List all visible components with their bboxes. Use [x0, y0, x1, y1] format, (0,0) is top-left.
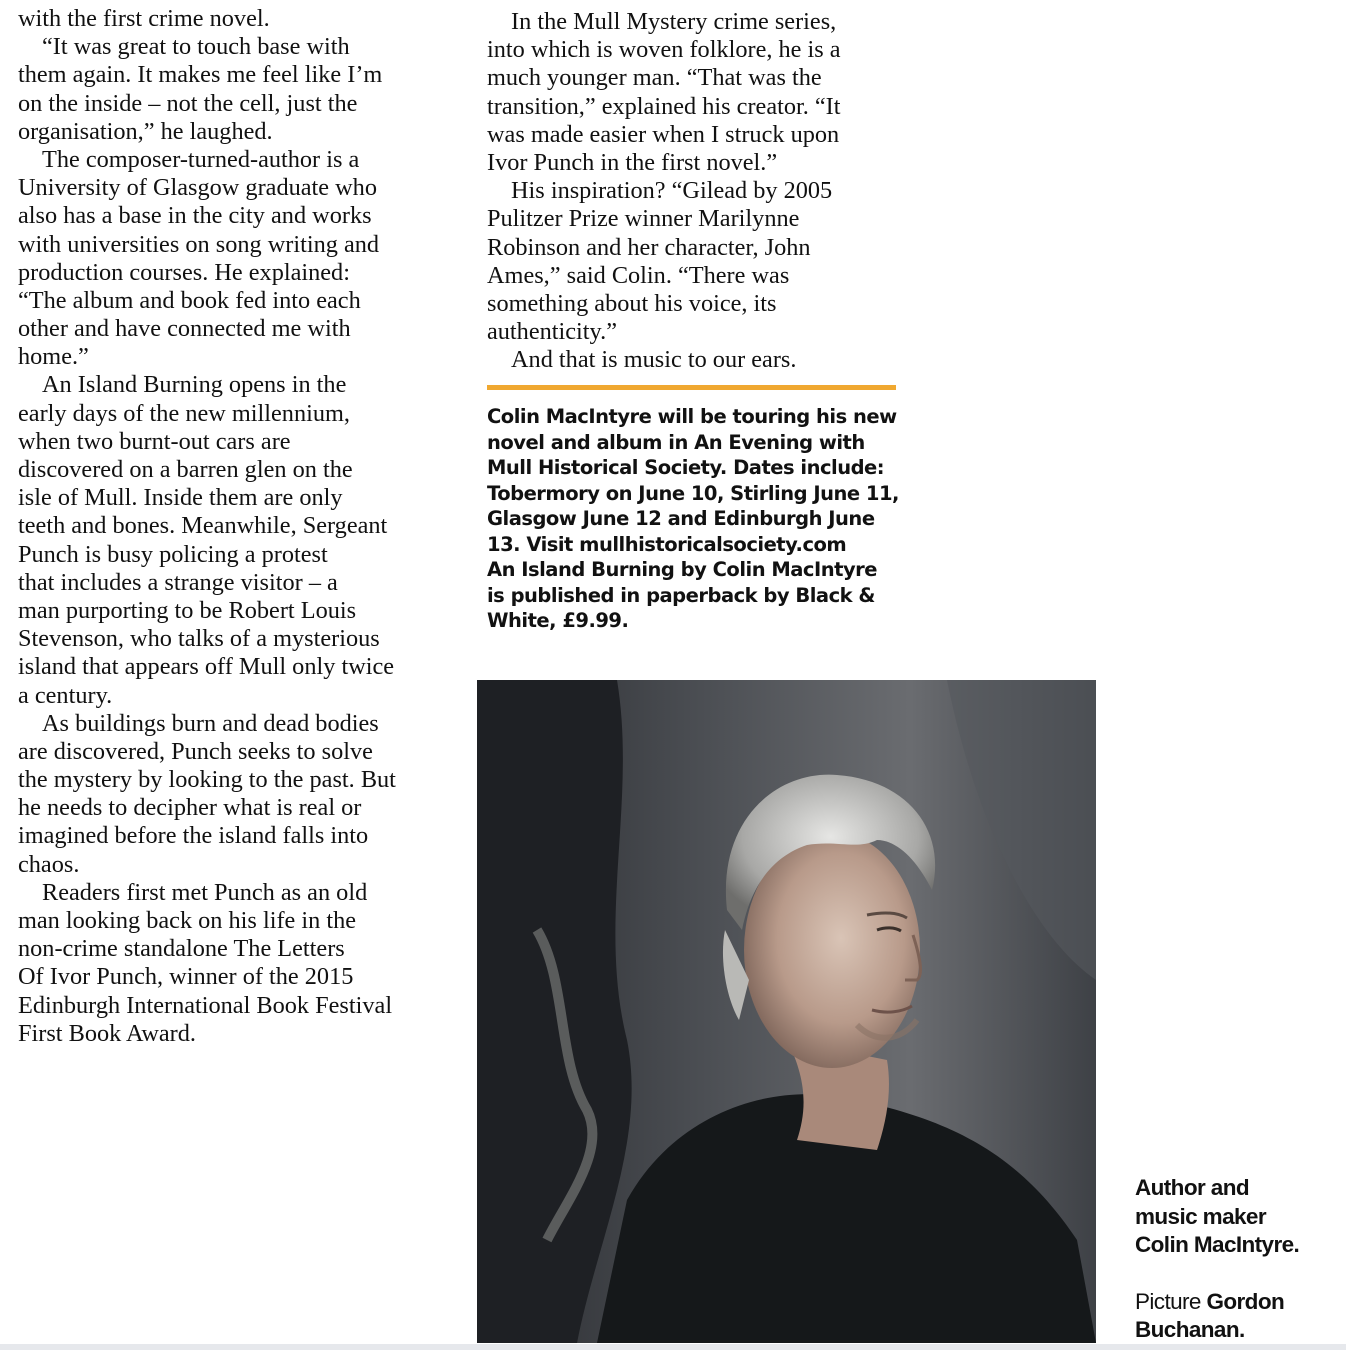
text-line: early days of the new millennium,	[18, 399, 350, 427]
text-line: transition,” explained his creator. “It	[487, 92, 841, 120]
text-line: home.”	[18, 343, 89, 371]
text-line: In the Mull Mystery crime series,	[511, 8, 837, 35]
text-line: Punch is busy policing a protest	[18, 540, 328, 568]
text-line: are discovered, Punch seeks to solve	[18, 737, 373, 765]
text-line: isle of Mull. Inside them are only	[18, 484, 343, 512]
text-line: Ivor Punch in the first novel.”	[487, 148, 778, 176]
text-line: “It was great to touch base with	[42, 33, 350, 61]
text-line: the mystery by looking to the past. But	[18, 766, 396, 794]
text-line: The composer-turned-author is a	[42, 145, 360, 173]
text-line: University of Glasgow graduate who	[18, 174, 377, 202]
text-line: Robinson and her character, John	[487, 233, 811, 261]
article-column-left	[18, 5, 448, 1048]
info-line: An Island Burning by Colin MacIntyre	[487, 558, 877, 581]
text-line: authenticity.”	[487, 318, 617, 346]
text-line: was made easier when I struck upon	[487, 120, 840, 148]
info-line: is published in paperback by Black &	[487, 583, 875, 607]
text-line: with universities on song writing and	[18, 230, 380, 258]
author-photo	[477, 680, 1096, 1343]
caption-line: Author and	[1135, 1175, 1249, 1200]
text-line: production courses. He explained:	[18, 258, 350, 286]
credit-name-continued: Buchanan.	[1135, 1317, 1245, 1342]
text-line: imagined before the island falls into	[18, 822, 369, 850]
caption-line: Colin MacIntyre.	[1135, 1232, 1300, 1257]
text-line: a century.	[18, 681, 113, 709]
text-line: into which is woven folklore, he is a	[487, 36, 841, 64]
credit-name: Gordon	[1206, 1288, 1285, 1314]
text-line: on the inside – not the cell, just the	[18, 89, 358, 117]
info-line: White, £9.99.	[487, 609, 629, 632]
text-line: His inspiration? “Gilead by 2005	[511, 177, 833, 205]
info-line: 13. Visit mullhistoricalsociety.com	[487, 532, 847, 556]
text-line: when two burnt-out cars are	[18, 427, 291, 455]
article-column-middle	[487, 8, 907, 374]
text-line: Pulitzer Prize winner Marilynne	[487, 205, 800, 233]
text-line: Of Ivor Punch, winner of the 2015	[18, 963, 354, 991]
text-line: island that appears off Mull only twice	[18, 653, 395, 681]
text-line: something about his voice, its	[487, 289, 777, 317]
text-line: that includes a strange visitor – a	[18, 568, 338, 596]
text-line: An Island Burning opens in the	[42, 371, 347, 399]
accent-rule	[487, 385, 896, 390]
text-line: other and have connected me with	[18, 315, 351, 343]
text-line: man purporting to be Robert Louis	[18, 596, 357, 624]
text-line: chaos.	[18, 850, 80, 878]
text-line: non-crime standalone The Letters	[18, 935, 345, 963]
event-info-box	[487, 404, 907, 634]
text-line: As buildings burn and dead bodies	[42, 709, 379, 737]
page-bottom-strip	[0, 1344, 1346, 1350]
text-line: And that is music to our ears.	[511, 346, 797, 374]
credit-prefix: Picture	[1135, 1288, 1201, 1314]
text-line: Readers first met Punch as an old	[42, 878, 368, 906]
text-line: First Book Award.	[18, 1019, 196, 1047]
caption-line: music maker	[1135, 1203, 1266, 1229]
photo-caption	[1135, 1174, 1340, 1345]
text-line: organisation,” he laughed.	[18, 117, 273, 145]
text-line: much younger man. “That was the	[487, 64, 822, 92]
text-line: them again. It makes me feel like I’m	[18, 61, 383, 89]
info-line: Colin MacIntyre will be touring his new	[487, 405, 897, 428]
text-line: with the first crime novel.	[18, 5, 270, 32]
text-line: “The album and book fed into each	[18, 286, 361, 314]
text-line: Ames,” said Colin. “There was	[487, 261, 790, 289]
text-line: Edinburgh International Book Festival	[18, 991, 393, 1019]
text-line: teeth and bones. Meanwhile, Sergeant	[18, 512, 388, 540]
text-line: man looking back on his life in the	[18, 907, 357, 934]
info-line: novel and album in An Evening with	[487, 430, 865, 454]
text-line: discovered on a barren glen on the	[18, 456, 353, 483]
info-line: Mull Historical Society. Dates include:	[487, 456, 885, 479]
info-line: Tobermory on June 10, Stirling June 11,	[487, 481, 899, 505]
photo-credit	[1135, 1288, 1340, 1317]
info-line: Glasgow June 12 and Edinburgh June	[487, 507, 875, 530]
text-line: he needs to decipher what is real or	[18, 794, 362, 822]
text-line: Stevenson, who talks of a mysterious	[18, 625, 380, 653]
text-line: also has a base in the city and works	[18, 202, 372, 230]
